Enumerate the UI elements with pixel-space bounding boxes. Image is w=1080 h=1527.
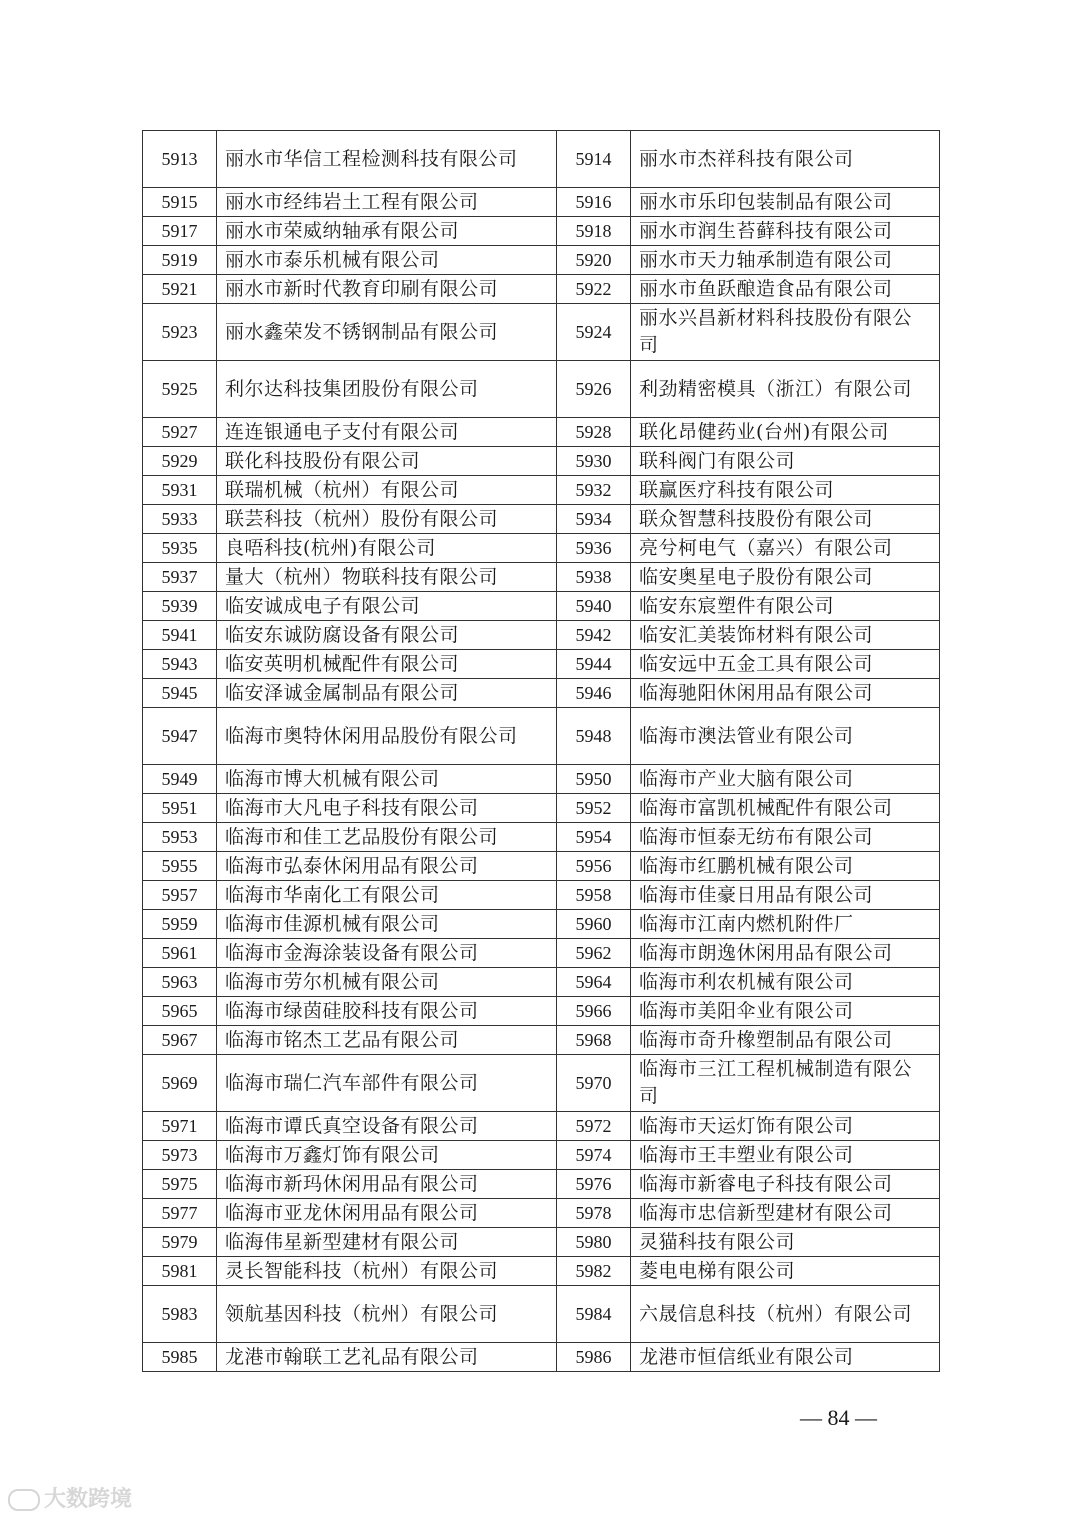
company-name-left: 临安英明机械配件有限公司: [217, 650, 557, 679]
company-name-right: 临海市富凯机械配件有限公司: [631, 794, 940, 823]
table-row: [143, 910, 940, 939]
watermark-logo-icon: [8, 1489, 40, 1511]
company-name-left: 领航基因科技（杭州）有限公司: [217, 1286, 557, 1343]
row-number-left: 5969: [143, 1055, 217, 1112]
row-number-left: 5923: [143, 304, 217, 361]
company-name-right: 临海市新睿电子科技有限公司: [631, 1170, 940, 1199]
company-name-left: 临海市劳尔机械有限公司: [217, 968, 557, 997]
company-name-right: 丽水兴昌新材料科技股份有限公司: [631, 304, 940, 361]
company-name-right: 丽水市润生苔藓科技有限公司: [631, 217, 940, 246]
table-row: [143, 217, 940, 246]
table-row: [143, 418, 940, 447]
row-number-left: 5915: [143, 188, 217, 217]
row-number-right: 5940: [557, 592, 631, 621]
row-number-right: 5914: [557, 131, 631, 188]
table-row: [143, 708, 940, 765]
company-name-left: 临安泽诚金属制品有限公司: [217, 679, 557, 708]
company-name-left: 临安东诚防腐设备有限公司: [217, 621, 557, 650]
company-name-right: 临海市利农机械有限公司: [631, 968, 940, 997]
company-name-right: 联化昂健药业(台州)有限公司: [631, 418, 940, 447]
company-name-right: 临海市朗逸休闲用品有限公司: [631, 939, 940, 968]
row-number-left: 5965: [143, 997, 217, 1026]
company-name-right: 临安奥星电子股份有限公司: [631, 563, 940, 592]
company-name-left: 良唔科技(杭州)有限公司: [217, 534, 557, 563]
table-row: [143, 1112, 940, 1141]
table-body: [143, 131, 940, 1372]
company-name-left: 临海市奥特休闲用品股份有限公司: [217, 708, 557, 765]
row-number-right: 5984: [557, 1286, 631, 1343]
row-number-right: 5948: [557, 708, 631, 765]
table-row: [143, 1055, 940, 1112]
table-row: [143, 131, 940, 188]
table-row: [143, 968, 940, 997]
watermark-text: 大数跨境: [44, 1487, 133, 1512]
row-number-left: 5983: [143, 1286, 217, 1343]
table-row: [143, 765, 940, 794]
page-number: — 84 —: [800, 1405, 877, 1430]
row-number-right: 5924: [557, 304, 631, 361]
company-name-right: 丽水市杰祥科技有限公司: [631, 131, 940, 188]
company-name-left: 丽水市经纬岩土工程有限公司: [217, 188, 557, 217]
row-number-left: 5917: [143, 217, 217, 246]
row-number-left: 5977: [143, 1199, 217, 1228]
company-name-right: 六晟信息科技（杭州）有限公司: [631, 1286, 940, 1343]
row-number-right: 5934: [557, 505, 631, 534]
company-name-left: 临海市佳源机械有限公司: [217, 910, 557, 939]
table-row: [143, 1286, 940, 1343]
company-name-left: 临海市亚龙休闲用品有限公司: [217, 1199, 557, 1228]
company-name-right: 临海市王丰塑业有限公司: [631, 1141, 940, 1170]
table-row: [143, 794, 940, 823]
company-name-left: 丽水市新时代教育印刷有限公司: [217, 275, 557, 304]
row-number-right: 5916: [557, 188, 631, 217]
company-name-left: 临海市谭氏真空设备有限公司: [217, 1112, 557, 1141]
table-row: [143, 852, 940, 881]
row-number-right: 5958: [557, 881, 631, 910]
company-name-right: 丽水市鱼跃酿造食品有限公司: [631, 275, 940, 304]
row-number-left: 5939: [143, 592, 217, 621]
company-name-right: 临海市红鹏机械有限公司: [631, 852, 940, 881]
company-name-right: 龙港市恒信纸业有限公司: [631, 1343, 940, 1372]
table-row: [143, 1170, 940, 1199]
row-number-left: 5963: [143, 968, 217, 997]
company-name-left: 临海伟星新型建材有限公司: [217, 1228, 557, 1257]
table-row: [143, 447, 940, 476]
row-number-left: 5951: [143, 794, 217, 823]
table-row: [143, 679, 940, 708]
row-number-left: 5971: [143, 1112, 217, 1141]
table-row: [143, 275, 940, 304]
row-number-right: 5944: [557, 650, 631, 679]
company-list-table: [142, 130, 940, 1372]
company-name-left: 丽水市华信工程检测科技有限公司: [217, 131, 557, 188]
company-name-right: 临安汇美装饰材料有限公司: [631, 621, 940, 650]
company-name-right: 临海市产业大脑有限公司: [631, 765, 940, 794]
table-row: [143, 246, 940, 275]
row-number-left: 5919: [143, 246, 217, 275]
company-name-left: 临海市大凡电子科技有限公司: [217, 794, 557, 823]
company-name-left: 联瑞机械（杭州）有限公司: [217, 476, 557, 505]
row-number-right: 5978: [557, 1199, 631, 1228]
company-name-right: 临海市江南内燃机附件厂: [631, 910, 940, 939]
row-number-left: 5945: [143, 679, 217, 708]
row-number-left: 5975: [143, 1170, 217, 1199]
table-row: [143, 1141, 940, 1170]
table-row: [143, 592, 940, 621]
company-name-right: 丽水市天力轴承制造有限公司: [631, 246, 940, 275]
row-number-right: 5936: [557, 534, 631, 563]
row-number-left: 5929: [143, 447, 217, 476]
company-name-right: 临海市佳豪日用品有限公司: [631, 881, 940, 910]
company-name-left: 联化科技股份有限公司: [217, 447, 557, 476]
row-number-left: 5943: [143, 650, 217, 679]
table-row: [143, 1228, 940, 1257]
company-name-left: 临海市新玛休闲用品有限公司: [217, 1170, 557, 1199]
row-number-right: 5964: [557, 968, 631, 997]
company-name-right: 临海市恒泰无纺布有限公司: [631, 823, 940, 852]
row-number-right: 5926: [557, 361, 631, 418]
company-name-left: 丽水市泰乐机械有限公司: [217, 246, 557, 275]
row-number-right: 5982: [557, 1257, 631, 1286]
row-number-right: 5920: [557, 246, 631, 275]
table-row: [143, 939, 940, 968]
row-number-left: 5941: [143, 621, 217, 650]
table-row: [143, 563, 940, 592]
company-name-right: 临安东宸塑件有限公司: [631, 592, 940, 621]
company-name-right: 利劲精密模具（浙江）有限公司: [631, 361, 940, 418]
row-number-left: 5925: [143, 361, 217, 418]
row-number-left: 5967: [143, 1026, 217, 1055]
row-number-right: 5918: [557, 217, 631, 246]
company-name-left: 临安诚成电子有限公司: [217, 592, 557, 621]
row-number-left: 5947: [143, 708, 217, 765]
company-name-right: 临海驰阳休闲用品有限公司: [631, 679, 940, 708]
table-row: [143, 1257, 940, 1286]
company-name-left: 连连银通电子支付有限公司: [217, 418, 557, 447]
row-number-right: 5942: [557, 621, 631, 650]
company-name-right: 临海市美阳伞业有限公司: [631, 997, 940, 1026]
table-row: [143, 361, 940, 418]
row-number-right: 5956: [557, 852, 631, 881]
watermark: [8, 1482, 132, 1513]
row-number-right: 5980: [557, 1228, 631, 1257]
table-row: [143, 621, 940, 650]
company-name-right: 临海市澳法管业有限公司: [631, 708, 940, 765]
table-row: [143, 304, 940, 361]
row-number-right: 5960: [557, 910, 631, 939]
row-number-left: 5931: [143, 476, 217, 505]
row-number-right: 5952: [557, 794, 631, 823]
company-name-right: 临安远中五金工具有限公司: [631, 650, 940, 679]
row-number-left: 5937: [143, 563, 217, 592]
company-name-left: 量大（杭州）物联科技有限公司: [217, 563, 557, 592]
row-number-left: 5927: [143, 418, 217, 447]
row-number-right: 5974: [557, 1141, 631, 1170]
row-number-left: 5985: [143, 1343, 217, 1372]
company-name-left: 临海市绿茵硅胶科技有限公司: [217, 997, 557, 1026]
table-row: [143, 1199, 940, 1228]
table-row: [143, 476, 940, 505]
table-row: [143, 534, 940, 563]
row-number-right: 5938: [557, 563, 631, 592]
company-name-right: 联科阀门有限公司: [631, 447, 940, 476]
table-row: [143, 188, 940, 217]
company-name-right: 丽水市乐印包装制品有限公司: [631, 188, 940, 217]
row-number-left: 5949: [143, 765, 217, 794]
company-name-left: 联芸科技（杭州）股份有限公司: [217, 505, 557, 534]
company-name-left: 利尔达科技集团股份有限公司: [217, 361, 557, 418]
table-row: [143, 823, 940, 852]
company-name-right: 临海市三江工程机械制造有限公司: [631, 1055, 940, 1112]
company-name-left: 临海市弘泰休闲用品有限公司: [217, 852, 557, 881]
company-name-right: 联赢医疗科技有限公司: [631, 476, 940, 505]
row-number-left: 5921: [143, 275, 217, 304]
table-row: [143, 1026, 940, 1055]
row-number-right: 5954: [557, 823, 631, 852]
company-name-left: 临海市万鑫灯饰有限公司: [217, 1141, 557, 1170]
company-name-right: 灵猫科技有限公司: [631, 1228, 940, 1257]
table-row: [143, 505, 940, 534]
company-name-right: 菱电电梯有限公司: [631, 1257, 940, 1286]
row-number-right: 5966: [557, 997, 631, 1026]
company-name-right: 亮兮柯电气（嘉兴）有限公司: [631, 534, 940, 563]
company-name-right: 临海市忠信新型建材有限公司: [631, 1199, 940, 1228]
row-number-right: 5950: [557, 765, 631, 794]
row-number-right: 5962: [557, 939, 631, 968]
company-name-left: 丽水鑫荣发不锈钢制品有限公司: [217, 304, 557, 361]
row-number-right: 5932: [557, 476, 631, 505]
row-number-right: 5970: [557, 1055, 631, 1112]
row-number-left: 5935: [143, 534, 217, 563]
company-name-right: 临海市奇升橡塑制品有限公司: [631, 1026, 940, 1055]
company-name-left: 临海市华南化工有限公司: [217, 881, 557, 910]
table-row: [143, 650, 940, 679]
company-name-left: 龙港市翰联工艺礼品有限公司: [217, 1343, 557, 1372]
table-row: [143, 997, 940, 1026]
company-name-right: 联众智慧科技股份有限公司: [631, 505, 940, 534]
company-name-left: 临海市瑞仁汽车部件有限公司: [217, 1055, 557, 1112]
company-name-left: 临海市铭杰工艺品有限公司: [217, 1026, 557, 1055]
row-number-left: 5933: [143, 505, 217, 534]
company-name-left: 临海市和佳工艺品股份有限公司: [217, 823, 557, 852]
row-number-right: 5930: [557, 447, 631, 476]
row-number-right: 5922: [557, 275, 631, 304]
company-name-left: 丽水市荣威纳轴承有限公司: [217, 217, 557, 246]
row-number-right: 5946: [557, 679, 631, 708]
row-number-left: 5981: [143, 1257, 217, 1286]
row-number-left: 5979: [143, 1228, 217, 1257]
row-number-left: 5961: [143, 939, 217, 968]
row-number-left: 5953: [143, 823, 217, 852]
row-number-right: 5972: [557, 1112, 631, 1141]
company-name-left: 灵长智能科技（杭州）有限公司: [217, 1257, 557, 1286]
row-number-right: 5928: [557, 418, 631, 447]
row-number-right: 5986: [557, 1343, 631, 1372]
company-name-left: 临海市金海涂装设备有限公司: [217, 939, 557, 968]
row-number-left: 5973: [143, 1141, 217, 1170]
row-number-left: 5913: [143, 131, 217, 188]
row-number-left: 5959: [143, 910, 217, 939]
row-number-right: 5968: [557, 1026, 631, 1055]
company-name-left: 临海市博大机械有限公司: [217, 765, 557, 794]
table-row: [143, 1343, 940, 1372]
row-number-left: 5955: [143, 852, 217, 881]
row-number-right: 5976: [557, 1170, 631, 1199]
company-name-right: 临海市天运灯饰有限公司: [631, 1112, 940, 1141]
table-row: [143, 881, 940, 910]
row-number-left: 5957: [143, 881, 217, 910]
